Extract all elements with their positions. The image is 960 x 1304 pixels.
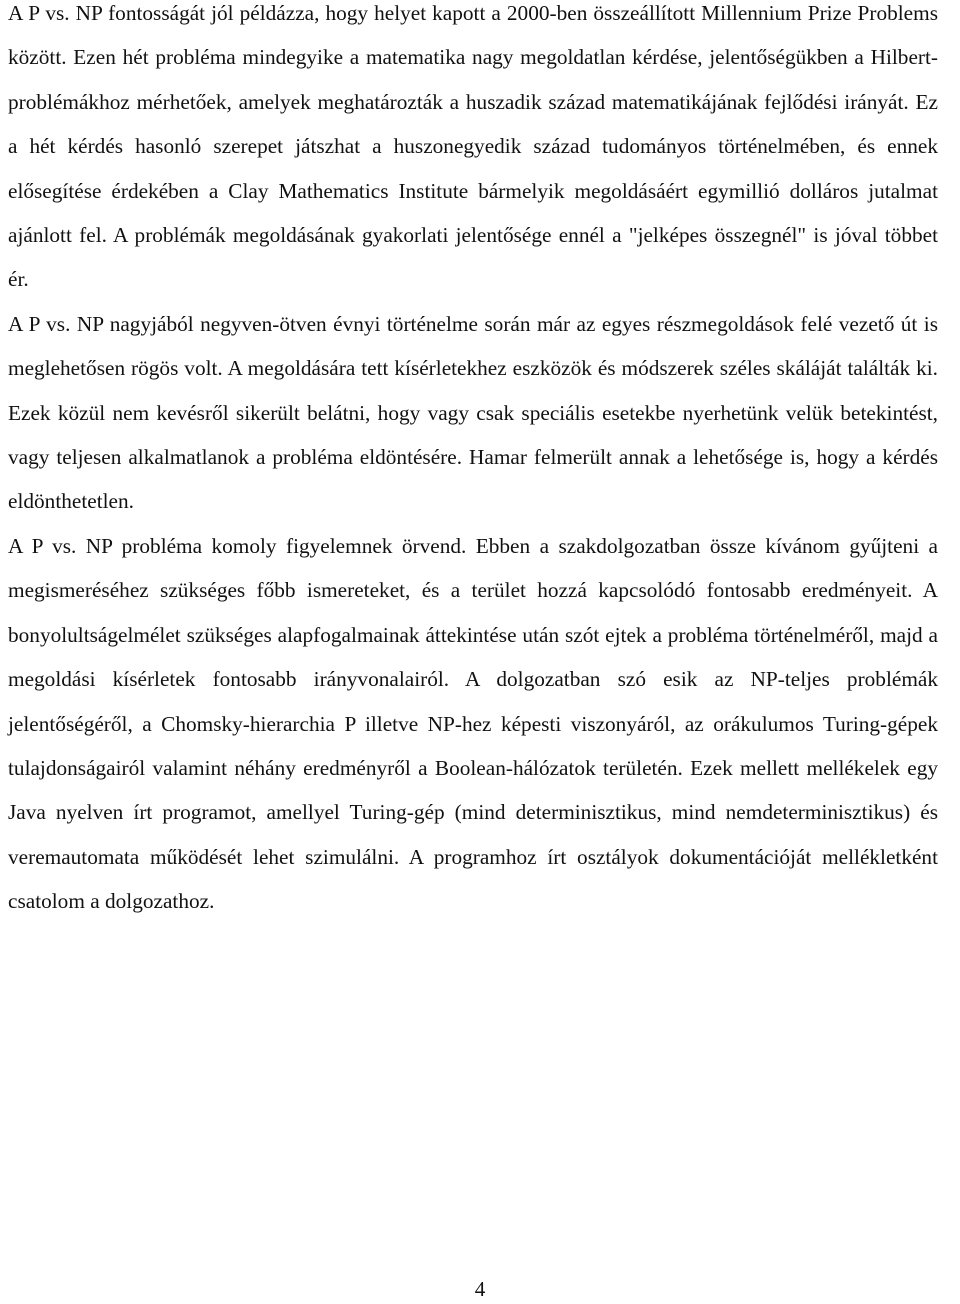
paragraph-history: A P vs. NP nagyjából negyven-ötven évnyi történelme során már az egyes részmegoldások felé vezető út is meglehetősen rögös volt. A megoldására tett kísérletekhez eszközök és módszerek széles skáláját találták ki. Ezek közül nem kevésről sikerült belátni, hogy vagy csak speciális esetekbe nyerhetünk velük betekintést, vagy teljesen alkalmatlanok a probléma eldöntésére. Hamar felmerült annak a lehetősége is, hogy a kérdés eldönthetetlen. [8,311,938,514]
body-text [8,0,938,924]
paragraph-millennium-prize: A P vs. NP fontosságát jól példázza, hogy helyet kapott a 2000-ben összeállított Millennium Prize Problems között. Ezen hét probléma mindegyike a matematika nagy megoldatlan kérdése, jelentőségükben a Hilbert-problémákhoz mérhetőek, amelyek meghatározták a huszadik század matematikájának fejlődési irányát. Ez a hét kérdés hasonló szerepet játszhat a huszonegyedik század tudományos történelmében, és ennek elősegítése érdekében a Clay Mathematics Institute bármelyik megoldásáért egymillió dolláros jutalmat ajánlott fel. A problémák megoldásának gyakorlati jelentősége ennél a "jelképes összegnél" is jóval többet ér. [8,1,938,292]
paragraph-thesis-overview: A P vs. NP probléma komoly figyelemnek örvend. Ebben a szakdolgozatban össze kívánom gyűjteni a megismeréséhez szükséges főbb ismereteket, és a terület hozzá kapcsolódó fontosabb eredményeit. A bonyolultságelmélet szükséges alapfogalmainak áttekintése után szót ejtek a probléma történelméről, majd a megoldási kísérletek fontosabb irányvonalairól. A dolgozatban szó esik az NP-teljes problémák jelentőségéről, a Chomsky-hierarchia P illetve NP-hez képesti viszonyáról, az orákulumos Turing-gépek tulajdonságairól valamint néhány eredményről a Boolean-hálózatok területén. Ezek mellett mellékelek egy Java nyelven írt programot, amellyel Turing-gép (mind determinisztikus, mind nemdeterminisztikus) és veremautomata működését lehet szimulálni. A programhoz írt osztályok dokumentációját mellékletként csatolom a dolgozathoz. [8,533,938,914]
page-number: 4 [474,1277,486,1301]
